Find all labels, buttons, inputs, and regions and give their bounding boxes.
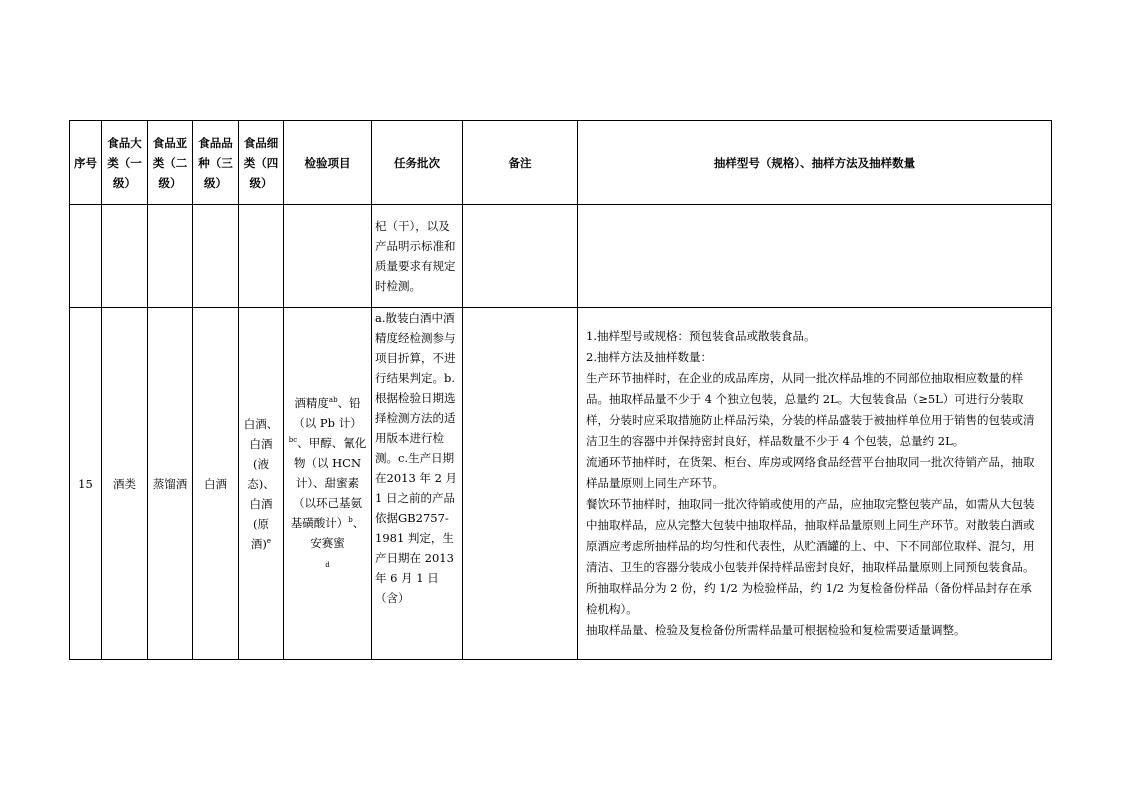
row-category-level1: 酒类: [102, 308, 148, 660]
sampling-paragraph: 生产环节抽样时，在企业的成品库房，从同一批次样品堆的不同部位抽取相应数量的样品。抽取样品量不少于 4 个独立包装，总量约 2L。大包装食品（≥5L）可进行分装取样，分装时应采取措施防止样品污染，分装的样品盛装于被抽样单位用于销售的包装或清洁卫生的容器中并保持密封良好，样品数量不少于 4 个包装，总量约 2L。: [586, 371, 1035, 448]
footnote-mark: bc: [288, 435, 298, 444]
table-row-continued: [70, 205, 1052, 308]
row-category-level3: 白酒: [193, 308, 239, 660]
footnote-mark: b: [348, 515, 353, 524]
sampling-table: [69, 120, 1052, 660]
sampling-paragraph: 2.抽样方法及抽样数量：: [586, 350, 712, 364]
cell-empty: [463, 205, 578, 308]
row-seq: 15: [70, 308, 102, 660]
header-notes: 备注: [463, 121, 578, 205]
cell-empty: [102, 205, 148, 308]
category-level4-text: 白酒、白酒(液态)、白酒(原酒): [243, 416, 279, 551]
header-category-level4: 食品细类（四级）: [239, 121, 284, 205]
sampling-paragraph: 抽取样品量、检验及复检备份所需样品量可根据检验和复检需要适量调整。: [586, 623, 966, 637]
cell-empty: [193, 205, 239, 308]
cell-empty: [578, 205, 1052, 308]
header-sampling: 抽样型号（规格）、抽样方法及抽样数量: [578, 121, 1052, 205]
sampling-paragraph: 1.抽样型号或规格：预包装食品或散装食品。: [586, 329, 816, 343]
header-task-batch: 任务批次: [372, 121, 463, 205]
header-seq: 序号: [70, 121, 102, 205]
row-category-level4: [239, 308, 284, 660]
sampling-paragraph: 流通环节抽样时，在货架、柜台、库房或网络食品经营平台抽取同一批次待销产品，抽取样品量原则上同生产环节。: [586, 455, 1035, 490]
header-category-level1: 食品大类（一级）: [102, 121, 148, 205]
test-items-text: 、铅（以 Pb 计）: [293, 395, 362, 430]
continued-batch-text: 杞（干），以及产品明示标准和质量要求有规定时检测。: [372, 205, 463, 308]
footnote-mark: e: [266, 536, 272, 545]
test-items-text: 、甲醇、氰化物（以 HCN 计）、甜蜜素（以环己基氨基磺酸计）: [290, 435, 367, 530]
footnote-mark: ab: [328, 395, 338, 404]
footnote-mark: d: [325, 560, 330, 569]
test-items-text: 、安赛蜜: [310, 515, 365, 550]
header-category-level2: 食品亚类（二级）: [148, 121, 193, 205]
cell-empty: [284, 205, 372, 308]
test-items-text: 酒精度: [294, 395, 329, 410]
cell-empty: [70, 205, 102, 308]
row-task-batch: a.散装白酒中酒精度经检测参与项目折算，不进行结果判定。b.根据检验日期选择检测方法的适用版本进行检测。c.生产日期在2013 年 2 月 1 日之前的产品依据GB2757-1981 判定，生产日期在 2013 年 6 月 1 日（含）: [372, 308, 463, 660]
cell-empty: [148, 205, 193, 308]
row-test-items: [284, 308, 372, 660]
header-row: [70, 121, 1052, 205]
row-notes: [463, 308, 578, 660]
row-category-level2: 蒸馏酒: [148, 308, 193, 660]
table-row: [70, 308, 1052, 660]
sampling-paragraph: 餐饮环节抽样时，抽取同一批次待销或使用的产品，应抽取完整包装产品，如需从大包装中抽取样品，应从完整大包装中抽取样品，抽取样品量原则上同生产环节。对散装白酒或原酒应考虑所抽样品的均匀性和代表性，从贮酒罐的上、中、下不同部位取样、混匀，用清洁、卫生的容器分装成小包装并保持样品密封良好，抽取样品量原则上同预包装食品。所抽取样品分为 2 份，约 1/2 为检验样品，约 1/2 为复检备份样品（备份样品封存在承检机构）。: [586, 497, 1035, 616]
row-sampling: [578, 308, 1052, 660]
header-category-level3: 食品品种（三级）: [193, 121, 239, 205]
header-test-items: 检验项目: [284, 121, 372, 205]
cell-empty: [239, 205, 284, 308]
